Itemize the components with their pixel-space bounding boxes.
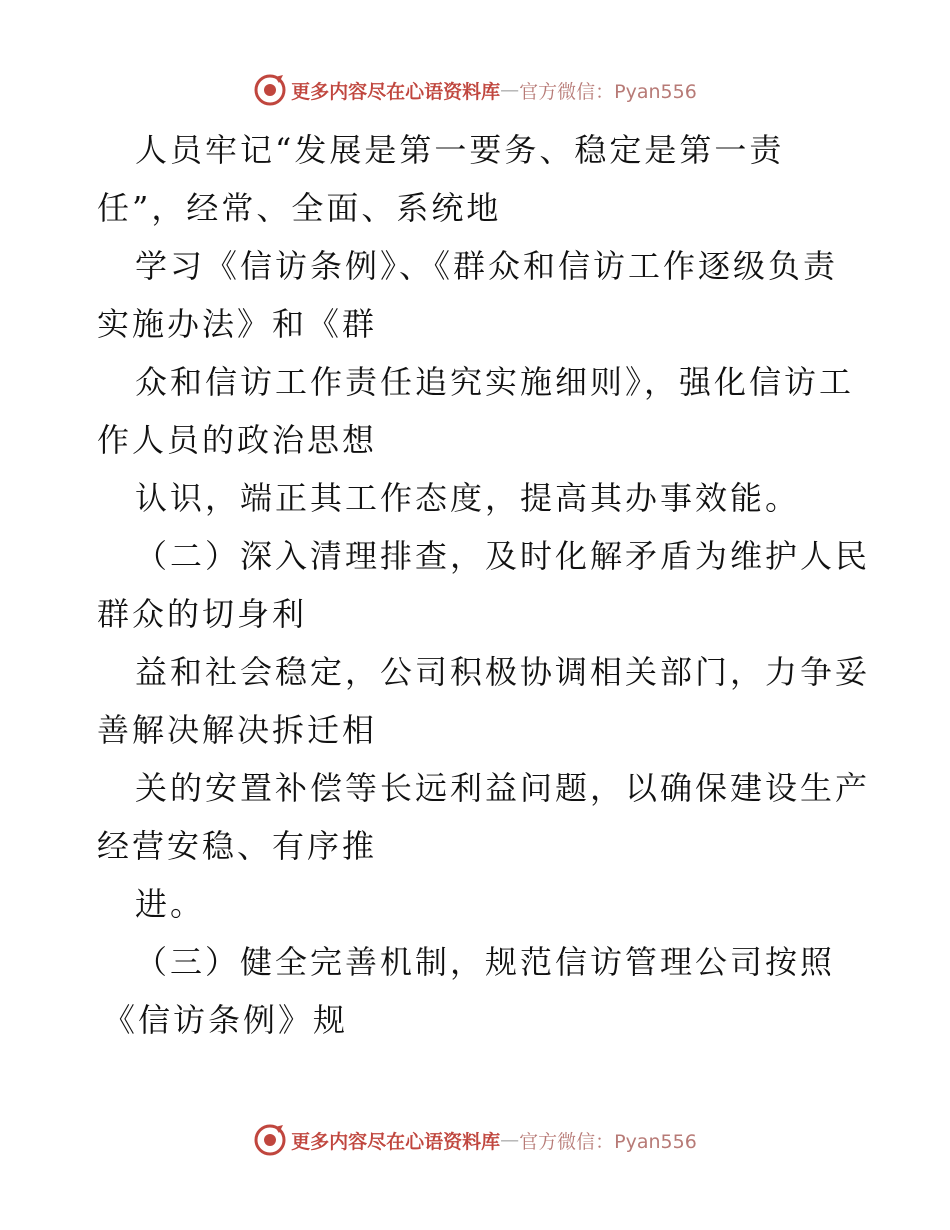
text-line: 益和社会稳定，公司积极协调相关部门，力争妥 [135, 653, 871, 691]
banner-main-text: 更多内容尽在心语资料库 [291, 80, 501, 103]
quill-circle-logo-icon [253, 1123, 287, 1157]
banner-separator: — [500, 1129, 520, 1151]
quill-circle-logo-icon [253, 73, 287, 107]
text-line: 善解决解决拆迁相 [97, 711, 378, 749]
text-line: （二）深入清理排查，及时化解矛盾为维护人民 [135, 537, 871, 575]
text-line: 进。 [135, 885, 206, 923]
header-banner [0, 70, 950, 110]
text-line: 作人员的政治思想 [97, 421, 378, 459]
text-line: 众和信访工作责任追究实施细则》，强化信访工 [135, 363, 855, 401]
banner-wechat-text: 官方微信：Pyan556 [519, 1130, 697, 1153]
text-line: 认识，端正其工作态度，提高其办事效能。 [135, 479, 801, 517]
text-line: 人员牢记“发展是第一要务、稳定是第一责 [135, 131, 785, 169]
text-line: 《信访条例》规 [103, 1001, 349, 1039]
text-line: 实施办法》和《群 [97, 305, 378, 343]
document-body [97, 121, 897, 1049]
footer-banner [0, 1120, 950, 1160]
text-line: （三）健全完善机制，规范信访管理公司按照 [135, 943, 836, 981]
text-line: 任”，经常、全面、系统地 [97, 189, 502, 227]
banner-separator: — [500, 79, 520, 101]
banner-wechat-text: 官方微信：Pyan556 [519, 80, 697, 103]
text-line: 学习《信访条例》、《群众和信访工作逐级负责 [135, 247, 839, 285]
banner-main-text: 更多内容尽在心语资料库 [291, 1130, 501, 1153]
text-line: 关的安置补偿等长远利益问题，以确保建设生产 [135, 769, 871, 807]
text-line: 经营安稳、有序推 [97, 827, 378, 865]
text-line: 群众的切身利 [97, 595, 308, 633]
